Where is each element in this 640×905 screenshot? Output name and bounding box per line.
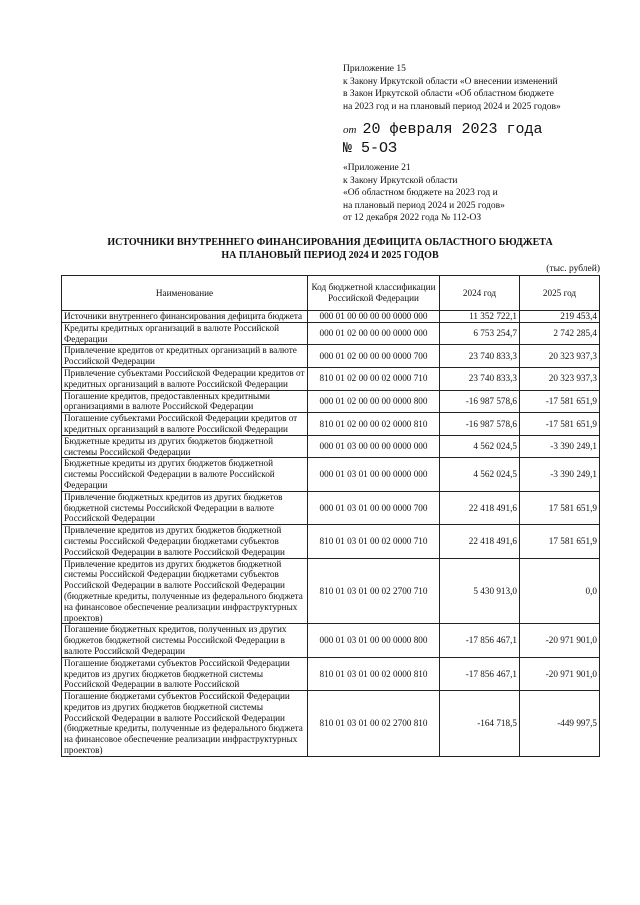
cell-code: 000 01 03 00 00 00 0000 000 bbox=[308, 435, 440, 458]
cell-y2024: -164 718,5 bbox=[440, 691, 520, 757]
cell-code: 000 01 03 01 00 00 0000 000 bbox=[308, 458, 440, 491]
cell-name: Погашение бюджетами субъектов Российской Федерации кредитов из других бюджетов бюджетной системы Российской Федерации в валюте Российской Федерации (бюджетные кредиты, полученные из федерального бюджета на финансовое обеспечение реализации инфраструктурных проектов) bbox=[62, 691, 308, 757]
cell-name: Привлечение кредитов от кредитных организаций в валюте Российской Федерации bbox=[62, 345, 308, 368]
table-row bbox=[62, 367, 600, 390]
cell-code: 000 01 02 00 00 00 0000 700 bbox=[308, 345, 440, 368]
cell-code: 000 01 03 01 00 00 0000 700 bbox=[308, 491, 440, 524]
cell-y2024: 23 740 833,3 bbox=[440, 367, 520, 390]
appendix-line: Приложение 15 bbox=[343, 64, 406, 74]
table-row bbox=[62, 311, 600, 323]
appendix-line: к Закону Иркутской области «О внесении изменений bbox=[343, 76, 558, 87]
cell-y2025: 2 742 285,4 bbox=[520, 322, 600, 345]
table-row bbox=[62, 345, 600, 368]
cell-y2025: -3 390 249,1 bbox=[520, 435, 600, 458]
table-row bbox=[62, 657, 600, 690]
cell-name: Привлечение кредитов из других бюджетов бюджетной системы Российской Федерации бюджетами субъектов Российской Федерации в валюте Российской Федерации (бюджетные кредиты, полученные из федерального бюджета на финансовое обеспечение реализации инфраструктурных проектов) bbox=[62, 558, 308, 624]
date-value: 20 февраля 2023 года bbox=[362, 121, 543, 138]
appendix-line: в Закон Иркутской области «Об областном бюджете bbox=[343, 89, 554, 100]
cell-code: 810 01 03 01 00 02 2700 810 bbox=[308, 691, 440, 757]
units-label: (тыс. рублей) bbox=[546, 264, 600, 274]
cell-code: 000 01 02 00 00 00 0000 000 bbox=[308, 322, 440, 345]
table-row bbox=[62, 435, 600, 458]
cell-y2024: 22 418 491,6 bbox=[440, 491, 520, 524]
table-header-row bbox=[62, 276, 600, 311]
cell-y2024: 5 430 913,0 bbox=[440, 558, 520, 624]
header-code: Код бюджетной классификации Российской Федерации bbox=[308, 276, 440, 311]
cell-y2025: 20 323 937,3 bbox=[520, 345, 600, 368]
cell-y2024: -17 856 467,1 bbox=[440, 657, 520, 690]
cell-code: 000 01 02 00 00 00 0000 800 bbox=[308, 390, 440, 413]
cell-name: Погашение бюджетных кредитов, полученных из других бюджетов бюджетной системы Российской Федерации в валюте Российской Федерации bbox=[62, 624, 308, 657]
document-title bbox=[60, 237, 600, 262]
appendix-header bbox=[343, 63, 561, 113]
cell-y2024: -17 856 467,1 bbox=[440, 624, 520, 657]
cell-code: 810 01 02 00 00 02 0000 710 bbox=[308, 367, 440, 390]
cell-y2025: -20 971 901,0 bbox=[520, 624, 600, 657]
cell-y2025: -20 971 901,0 bbox=[520, 657, 600, 690]
cell-y2025: 17 581 651,9 bbox=[520, 491, 600, 524]
table-row bbox=[62, 413, 600, 436]
financing-sources-table bbox=[61, 275, 600, 757]
law-line: на плановый период 2024 и 2025 годов» bbox=[343, 200, 505, 211]
cell-name: Бюджетные кредиты из других бюджетов бюджетной системы Российской Федерации bbox=[62, 435, 308, 458]
header-name: Наименование bbox=[62, 276, 308, 311]
table-row bbox=[62, 525, 600, 558]
cell-y2025: -17 581 651,9 bbox=[520, 390, 600, 413]
adoption-date bbox=[343, 121, 542, 138]
header-2025: 2025 год bbox=[520, 276, 600, 311]
header-2024: 2024 год bbox=[440, 276, 520, 311]
cell-y2024: -16 987 578,6 bbox=[440, 413, 520, 436]
cell-code: 810 01 02 00 00 02 0000 810 bbox=[308, 413, 440, 436]
cell-y2024: 4 562 024,5 bbox=[440, 458, 520, 491]
cell-name: Погашение бюджетами субъектов Российской Федерации кредитов из других бюджетов бюджетной системы Российской Федерации в валюте Российской bbox=[62, 657, 308, 690]
law-line: к Закону Иркутской области bbox=[343, 175, 458, 186]
cell-name: Привлечение кредитов из других бюджетов бюджетной системы Российской Федерации бюджетами субъектов Российской Федерации в валюте Российской Федерации bbox=[62, 525, 308, 558]
table-row bbox=[62, 458, 600, 491]
law-number: № 5-ОЗ bbox=[343, 140, 398, 157]
cell-name: Бюджетные кредиты из других бюджетов бюджетной системы Российской Федерации в валюте Российской Федерации bbox=[62, 458, 308, 491]
cell-name: Источники внутреннего финансирования дефицита бюджета bbox=[62, 311, 308, 323]
cell-code: 000 01 03 01 00 00 0000 800 bbox=[308, 624, 440, 657]
cell-name: Погашение кредитов, предоставленных кредитными организациями в валюте Российской Федерации bbox=[62, 390, 308, 413]
cell-y2024: 11 352 722,1 bbox=[440, 311, 520, 323]
cell-y2024: 4 562 024,5 bbox=[440, 435, 520, 458]
cell-y2024: 22 418 491,6 bbox=[440, 525, 520, 558]
appendix-line: на 2023 год и на плановый период 2024 и 2025 годов» bbox=[343, 101, 561, 112]
title-line-2: НА ПЛАНОВЫЙ ПЕРИОД 2024 И 2025 ГОДОВ bbox=[221, 249, 439, 261]
original-law-header bbox=[343, 162, 505, 225]
law-line: «Приложение 21 bbox=[343, 163, 411, 173]
table-row bbox=[62, 491, 600, 524]
law-line: «Об областном бюджете на 2023 год и bbox=[343, 188, 498, 199]
cell-y2025: -17 581 651,9 bbox=[520, 413, 600, 436]
date-from-label: от bbox=[343, 124, 357, 136]
cell-code: 810 01 03 01 00 02 0000 710 bbox=[308, 525, 440, 558]
title-line-1: ИСТОЧНИКИ ВНУТРЕННЕГО ФИНАНСИРОВАНИЯ ДЕФИЦИТА ОБЛАСТНОГО БЮДЖЕТА bbox=[107, 237, 553, 248]
table-row bbox=[62, 624, 600, 657]
cell-name: Погашение субъектами Российской Федерации кредитов от кредитных организаций в валюте Российской Федерации bbox=[62, 413, 308, 436]
law-line: от 12 декабря 2022 года № 112-ОЗ bbox=[343, 213, 482, 224]
table-body bbox=[62, 311, 600, 757]
cell-y2024: 6 753 254,7 bbox=[440, 322, 520, 345]
cell-y2024: -16 987 578,6 bbox=[440, 390, 520, 413]
cell-code: 810 01 03 01 00 02 2700 710 bbox=[308, 558, 440, 624]
table-row bbox=[62, 390, 600, 413]
cell-code: 810 01 03 01 00 02 0000 810 bbox=[308, 657, 440, 690]
cell-name: Кредиты кредитных организаций в валюте Российской Федерации bbox=[62, 322, 308, 345]
cell-y2024: 23 740 833,3 bbox=[440, 345, 520, 368]
cell-y2025: -449 997,5 bbox=[520, 691, 600, 757]
cell-y2025: 20 323 937,3 bbox=[520, 367, 600, 390]
cell-y2025: 17 581 651,9 bbox=[520, 525, 600, 558]
cell-name: Привлечение бюджетных кредитов из других бюджетов бюджетной системы Российской Федерации в валюте Российской Федерации bbox=[62, 491, 308, 524]
cell-y2025: 0,0 bbox=[520, 558, 600, 624]
table-row bbox=[62, 322, 600, 345]
table-row bbox=[62, 691, 600, 757]
cell-y2025: -3 390 249,1 bbox=[520, 458, 600, 491]
cell-name: Привлечение субъектами Российской Федерации кредитов от кредитных организаций в валюте Российской Федерации bbox=[62, 367, 308, 390]
cell-code: 000 01 00 00 00 00 0000 000 bbox=[308, 311, 440, 323]
table-row bbox=[62, 558, 600, 624]
cell-y2025: 219 453,4 bbox=[520, 311, 600, 323]
